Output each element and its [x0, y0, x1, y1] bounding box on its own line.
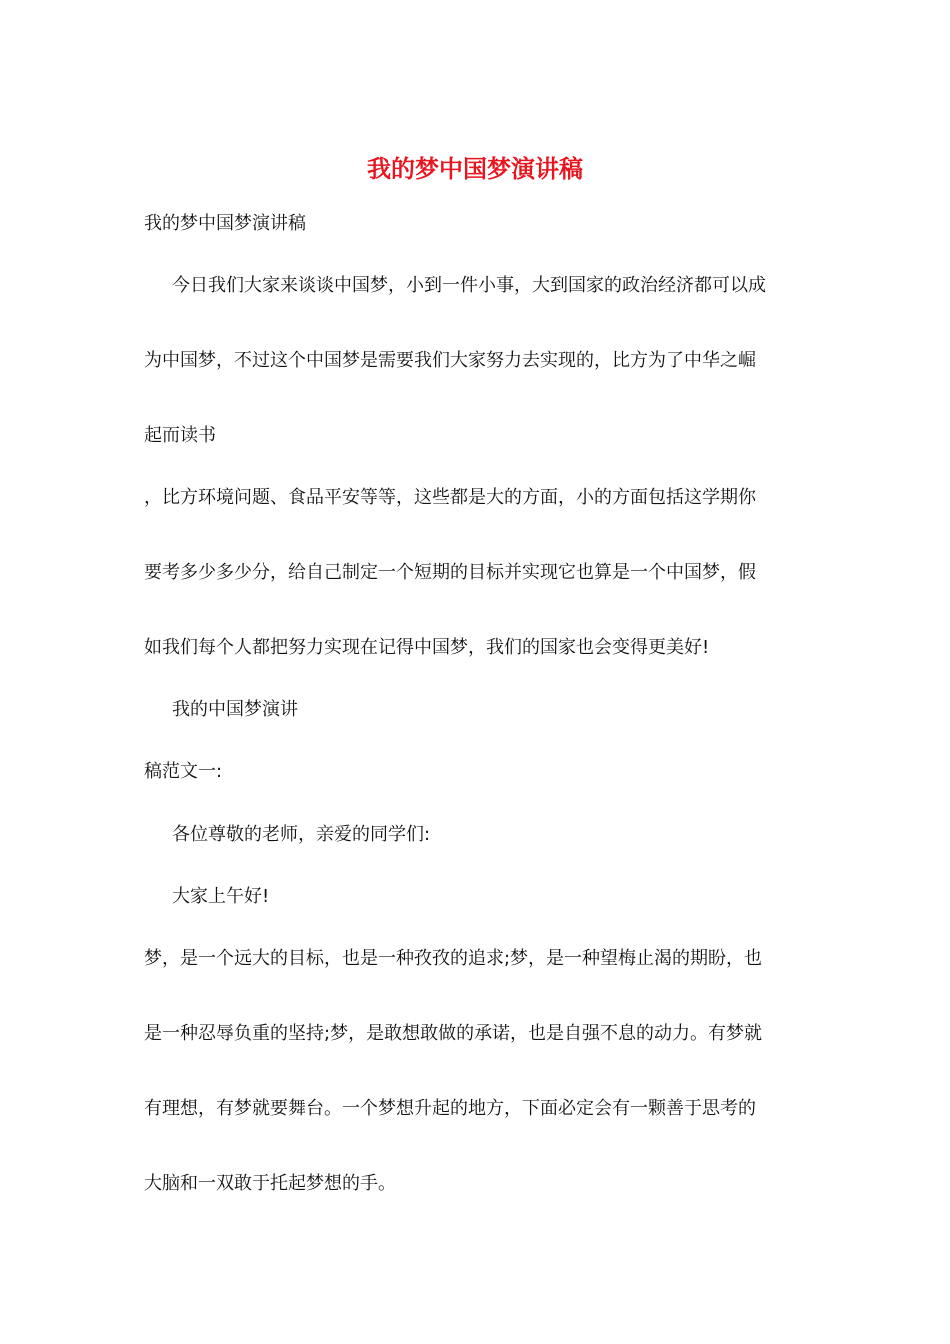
subtitle-line: 我的梦中国梦演讲稿 — [144, 213, 306, 234]
greeting-line: 各位尊敬的老师，亲爱的同学们: — [172, 824, 431, 845]
paragraph-line: ，比方环境问题、食品平安等等，这些都是大的方面，小的方面包括这学期你 — [144, 487, 756, 508]
greeting-line: 大家上午好! — [172, 886, 270, 907]
paragraph-line: 梦，是一个远大的目标，也是一种孜孜的追求;梦，是一种望梅止渴的期盼，也 — [144, 948, 763, 969]
paragraph-line: 起而读书 — [144, 425, 216, 446]
paragraph-line: 是一种忍辱负重的坚持;梦，是敢想敢做的承诺，也是自强不息的动力。有梦就 — [144, 1023, 763, 1044]
section-heading-line: 我的中国梦演讲 — [172, 699, 298, 720]
paragraph-line: 大脑和一双敢于托起梦想的手。 — [144, 1173, 396, 1194]
paragraph-line: 为中国梦，不过这个中国梦是需要我们大家努力去实现的，比方为了中华之崛 — [144, 350, 756, 371]
section-heading-line: 稿范文一: — [144, 761, 223, 782]
document-title: 我的梦中国梦演讲稿 — [367, 155, 583, 183]
paragraph-line: 如我们每个人都把努力实现在记得中国梦，我们的国家也会变得更美好! — [144, 637, 710, 658]
paragraph-line: 今日我们大家来谈谈中国梦，小到一件小事，大到国家的政治经济都可以成 — [172, 275, 766, 296]
paragraph-line: 有理想，有梦就要舞台。一个梦想升起的地方，下面必定会有一颗善于思考的 — [144, 1098, 756, 1119]
paragraph-line: 要考多少多少分，给自己制定一个短期的目标并实现它也算是一个中国梦，假 — [144, 562, 756, 583]
